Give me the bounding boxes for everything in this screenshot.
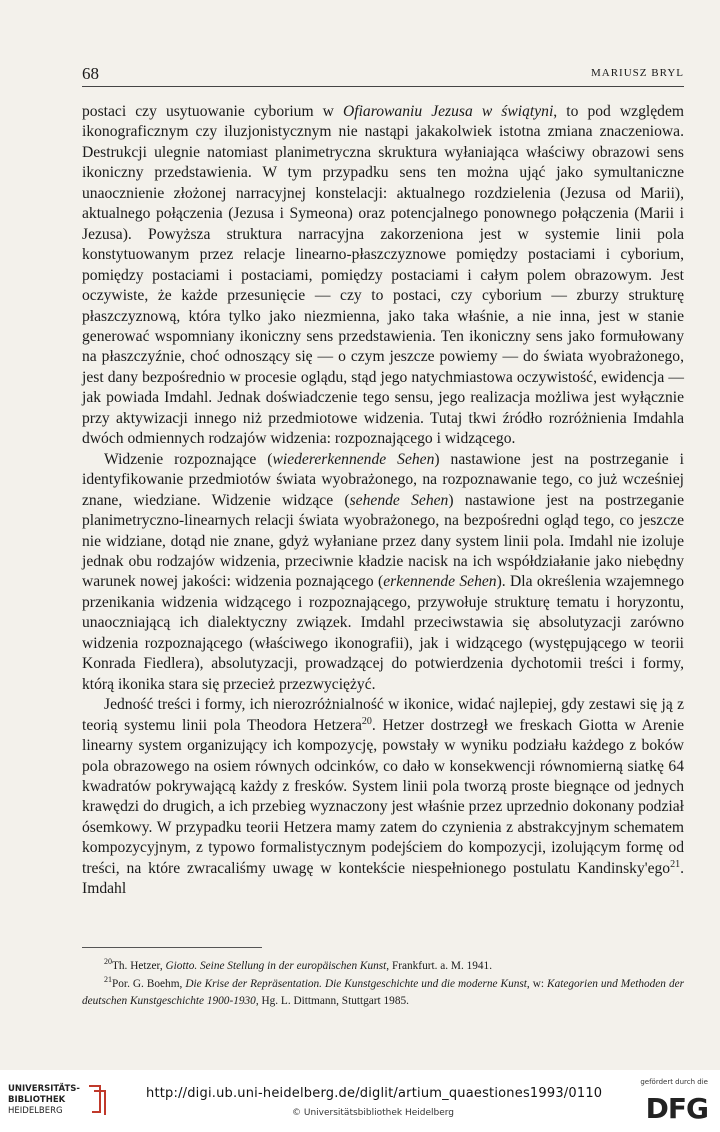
library-name-line1: UNIVERSITÄTS- bbox=[8, 1084, 80, 1094]
copyright-notice: © Universitätsbibliothek Heidelberg bbox=[292, 1108, 455, 1118]
source-url-link[interactable]: http://digi.ub.uni-heidelberg.de/diglit/artium_quaestiones1993/0110 bbox=[146, 1086, 603, 1101]
university-library-logo[interactable] bbox=[8, 1080, 118, 1124]
funding-note: gefördert durch die bbox=[640, 1078, 708, 1086]
italic-term: sehende Sehen bbox=[349, 491, 449, 509]
paragraph-3: Jedność treści i formy, ich nierozróżnialność w ikonice, widać najlepiej, gdy zestawi się ją z teorią systemu linii pola Theodora Hetzera$^{20}$. Hetzer dostrzegł we freskach Giotta w Arenie linearny system organizujący ich kompozycję, powstały w wyniku podziału każdego z boków pola obrazowego na osiem równych odcinków, co dało w konsekwencji równomierną siatkę 64 kwadratów pokrywającą każdy z fresków. System linii pola tworzą proste biegnące od jednych krawędzi do drugich, a ich przebieg wyznaczony jest właśnie przez uprzednio dokonany podział ósemkowy. W przypadku teorii Hetzera mamy zatem do czynienia z abstrakcyjnym schematem kompozycyjnym, z typowo formalistycznym podejściem do kompozycji, izolującym formę od treści, na które zwracaliśmy uwagę w kontekście niespełnionego postulatu Kandinsky'ego$^{21}$. Imdahl bbox=[82, 696, 684, 898]
dfg-wordmark: DFG bbox=[645, 1092, 708, 1125]
library-emblem-icon bbox=[86, 1082, 108, 1116]
footnote-ref[interactable]: 21 bbox=[670, 858, 681, 870]
footnote-rule bbox=[82, 947, 262, 948]
digitization-footer bbox=[0, 1070, 720, 1132]
dfg-logo[interactable] bbox=[638, 1078, 708, 1126]
body-text bbox=[82, 102, 684, 900]
italic-term: wiedererkennende Sehen bbox=[272, 450, 435, 468]
footnote-ref[interactable]: 20 bbox=[361, 715, 372, 727]
footnotes bbox=[82, 958, 684, 1011]
running-author: MARIUSZ BRYL bbox=[591, 67, 684, 79]
italic-title: Ofiarowaniu Jezusa w świątyni bbox=[343, 103, 554, 120]
library-name-line2: BIBLIOTHEK bbox=[8, 1095, 66, 1105]
italic-term: erkennende Sehen bbox=[383, 573, 497, 591]
footnote-20: $^{20}$Th. Hetzer, Giotto. Seine Stellung in der europäischen Kunst, Frankfurt. a. M. 1941. bbox=[104, 957, 493, 972]
running-head bbox=[82, 64, 684, 86]
paragraph-1: postaci czy usytuowanie cyborium w Ofiarowaniu Jezusa w świątyni, to pod względem ikonograficznym czy iluzjonistycznym nie nastąpi jakakolwiek istotna zmiana znaczeniowa. Destrukcji ulegnie natomiast planimetryczna skruktura wyłaniająca właściwy obrazowi sens ikoniczny przedstawienia. W tym przypadku sens ten można ująć jako symultaniczne unaocznienie złożonej narracyjnej konstelacji: aktualnego rozdzielenia (Jezusa od Marii), aktualnego połączenia (Jezusa i Symeona) oraz potencjalnego ponownego połączenia (Marii i Jezusa). Powyższa struktura narracyjna zakorzeniona jest w systemie linii pola konstytuowanym przez relacje linearno-płaszczyznowe pomiędzy postaciami i cyborium, pomiędzy postaciami i postaciami, pomiędzy postaciami i całym polem obrazowym. Jest oczywiste, że każde przesunięcie — czy to postaci, czy cyborium — zburzy strukturę płaszczyznową, która tylko jako niezmienna, jako taka właśnie, a nie inna, jest w stanie generować wspomniany ikoniczny sens przedstawienia. Ten ikoniczny sens jako formułowany na płaszczyźnie, choć odnoszący się — o czym jeszcze powiemy — do świata wyobrażonego, jest dany bezpośrednio w procesie oglądu, stąd jego natychmiastowa oczywistość, ewidencja — jak powiada Imdahl. Jednak doświadczenie tego sensu, jego realizacja możliwa jest wyłącznie przy aktywizacji innego niż przedmiotowe widzenia. Tutaj tkwi źródło rozróżnienia Imdahla dwóch odmiennych rodzajów widzenia: rozpoznającego i widzącego. bbox=[82, 103, 684, 448]
page-number: 68 bbox=[82, 64, 99, 83]
footnote-21: $^{21}$Por. G. Boehm, Die Krise der Repräsentation. Die Kunstgeschichte und die moderne Kunst, w: Kategorien und Methoden der deutschen Kunstgeschichte 1900-1930, Hg. L. Dittmann, Stuttgart 1985. bbox=[82, 974, 685, 1007]
header-rule bbox=[82, 86, 684, 87]
library-name-line3: HEIDELBERG bbox=[8, 1106, 63, 1116]
paragraph-2: Widzenie rozpoznające (wiedererkennende Sehen) nastawione jest na postrzeganie i identyfikowanie przedmiotów świata wyobrażonego, na rozpoznawanie tego, co już wcześniej znane, wiedziane. Widzenie widzące (sehende Sehen) nastawione jest na postrzeganie planimetryczno-linearnych relacji świata wyobrażonego, na bezpośredni ogląd tego, co jeszcze nie widziane, dotąd nie znane, gdyż wyłaniane przez dany system linii pola. Imdahl nie izoluje jednak obu rodzajów widzenia, przeciwnie kładzie nacisk na ich współdziałanie jako niebędny warunek nowej jakości: widzenia poznającego (erkennende Sehen). Dla określenia wzajemnego przenikania widzenia widzącego i rozpoznającego, przywołuje strukturę tematu i horyzontu, unaoczniającą ich dialektyczny związek. Imdahl przeciwstawia się absolutyzacji zarówno widzenia rozpoznającego (właściwego ikonografii), jak i widzącego (występującego w teorii Konrada Fiedlera), absolutyzacji, prowadzącej do potwierdzenia dychotomii treści i formy, którą ikonika stara się przecież przezwyciężyć. bbox=[82, 450, 685, 693]
